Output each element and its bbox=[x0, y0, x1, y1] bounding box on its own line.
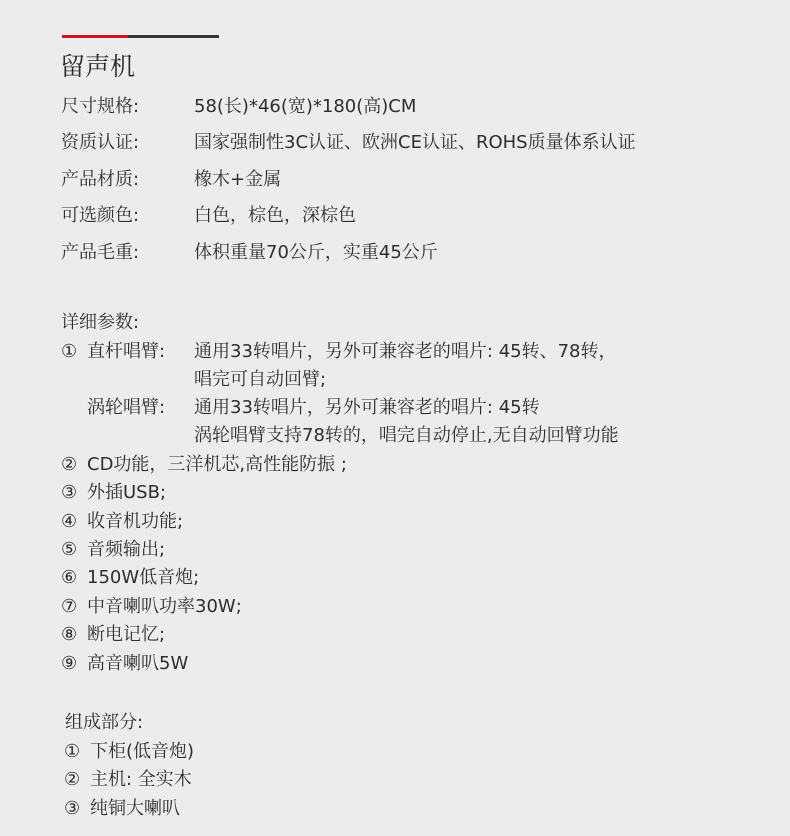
item-number: ⑨ bbox=[61, 653, 78, 674]
spec-label: 产品毛重: bbox=[61, 242, 140, 263]
item-number: ③ bbox=[64, 798, 81, 819]
details-title: 详细参数: bbox=[61, 312, 140, 333]
details-item-8 bbox=[61, 623, 165, 647]
item-number: ⑤ bbox=[61, 539, 78, 560]
item-text: CD功能，三洋机芯,高性能防振 ; bbox=[87, 454, 347, 475]
item-label: 直杆唱臂: bbox=[87, 341, 166, 362]
composition-item-1 bbox=[64, 740, 194, 764]
item-number: ⑧ bbox=[61, 624, 78, 645]
item-number: ② bbox=[61, 454, 78, 475]
item-text: 纯铜大喇叭 bbox=[90, 798, 180, 819]
details-item-3 bbox=[61, 481, 166, 505]
item-text: 高音喇叭5W bbox=[87, 653, 189, 674]
item-text: 断电记忆; bbox=[87, 624, 166, 645]
item-number: ⑥ bbox=[61, 567, 78, 588]
composition-title: 组成部分: bbox=[65, 712, 144, 733]
page-title: 留声机 bbox=[60, 52, 136, 81]
item-number: ④ bbox=[61, 511, 78, 532]
item-text: 外插USB; bbox=[87, 482, 167, 503]
details-item-1 bbox=[61, 340, 165, 364]
details-item-1b-line-2: 涡轮唱臂支持78转的，唱完自动停止,无自动回臂功能 bbox=[194, 425, 619, 446]
title-accent-line bbox=[62, 35, 219, 38]
details-item-4 bbox=[61, 510, 183, 534]
item-text: 中音喇叭功率30W; bbox=[87, 596, 242, 617]
item-number: ⑦ bbox=[61, 596, 78, 617]
spec-label: 产品材质: bbox=[61, 169, 140, 190]
item-text: 主机: 全实木 bbox=[90, 769, 192, 790]
composition-item-3 bbox=[64, 797, 180, 821]
item-number: ① bbox=[61, 341, 78, 362]
details-item-5 bbox=[61, 538, 165, 562]
item-text: 音频输出; bbox=[87, 539, 166, 560]
item-text: 150W低音炮; bbox=[87, 567, 200, 588]
item-number: ③ bbox=[61, 482, 78, 503]
item-text: 下柜(低音炮) bbox=[90, 741, 195, 762]
details-item-9 bbox=[61, 652, 188, 676]
details-item-7 bbox=[61, 595, 242, 619]
spec-value: 橡木+金属 bbox=[194, 169, 282, 190]
spec-label: 资质认证: bbox=[61, 132, 140, 153]
details-item-6 bbox=[61, 566, 199, 590]
details-item-2 bbox=[61, 453, 347, 477]
composition-item-2 bbox=[64, 768, 192, 792]
spec-value: 58(长)*46(宽)*180(高)CM bbox=[194, 96, 417, 117]
details-item-1b-label: 涡轮唱臂: bbox=[87, 397, 166, 418]
item-text: 收音机功能; bbox=[87, 511, 184, 532]
details-item-1b-line-1: 通用33转唱片，另外可兼容老的唱片: 45转 bbox=[194, 397, 540, 418]
item-number: ② bbox=[64, 769, 81, 790]
spec-label: 尺寸规格: bbox=[61, 96, 140, 117]
details-item-1-line-2: 唱完可自动回臂; bbox=[194, 369, 327, 390]
details-item-1-line-1: 通用33转唱片，另外可兼容老的唱片: 45转、78转， bbox=[194, 341, 617, 362]
spec-label: 可选颜色: bbox=[61, 205, 140, 226]
item-number: ① bbox=[64, 741, 81, 762]
spec-value: 体积重量70公斤，实重45公斤 bbox=[194, 242, 438, 263]
spec-value: 国家强制性3C认证、欧洲CE认证、ROHS质量体系认证 bbox=[194, 132, 636, 153]
spec-value: 白色，棕色，深棕色 bbox=[194, 205, 356, 226]
